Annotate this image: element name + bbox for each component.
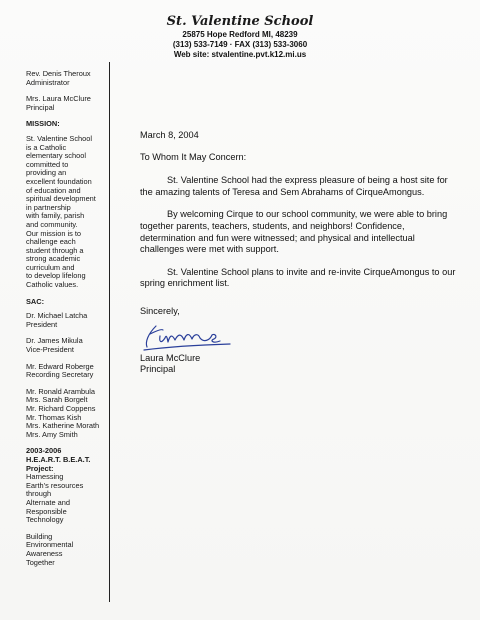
sidebar <box>26 70 108 575</box>
sac-member-name: Mr. Edward Roberge <box>26 361 94 371</box>
sac-other-name: Mr. Thomas Kish <box>26 412 82 422</box>
heart-beat-line: through <box>26 489 52 499</box>
mission-line: challenge each <box>26 237 76 247</box>
sac-member-role: Vice-President <box>26 345 74 355</box>
staff-role: Principal <box>26 102 55 112</box>
heart-beat-line: H.E.A.R.T. B.E.A.T. <box>26 454 91 464</box>
sac-others-list <box>26 388 108 440</box>
building-block <box>26 533 108 567</box>
sac-member-name: Dr. Michael Latcha <box>26 311 88 321</box>
building-line: Together <box>26 557 55 567</box>
mission-line: strong academic <box>26 254 81 264</box>
signer-title: Principal <box>140 364 176 375</box>
mission-line: with family, parish <box>26 211 85 221</box>
staff-block <box>26 95 108 112</box>
heart-beat-line: Technology <box>26 515 64 525</box>
building-line: Awareness <box>26 548 63 558</box>
staff-name: Rev. Denis Theroux <box>26 69 91 78</box>
heart-beat-line: Alternate and <box>26 497 70 507</box>
mission-line: is a Catholic <box>26 142 67 152</box>
sac-other-name: Mr. Ronald Arambula <box>26 386 96 396</box>
heart-beat-block <box>26 447 108 524</box>
letter-greeting: To Whom It May Concern: <box>140 151 247 162</box>
mission-line: in partnership <box>26 202 71 212</box>
mission-line: excellent foundation <box>26 176 92 186</box>
letter-paragraph: By welcoming Cirque to our school community, we were able to bring together parents, teachers, students, and neighbors! Confidence, determination and fun were witnessed; and physical and intellectual challenges were met with support. <box>140 209 448 255</box>
mission-line: spiritual development <box>26 194 96 204</box>
mission-block <box>26 120 108 289</box>
heart-beat-line: Harnessing <box>26 472 64 482</box>
mission-text <box>26 135 108 290</box>
school-phones: (313) 533-7149 · FAX (313) 533-3060 <box>172 40 308 49</box>
letter-body <box>140 130 460 376</box>
sac-block <box>26 298 108 440</box>
sac-other-name: Mrs. Sarah Borgelt <box>26 395 88 405</box>
heart-beat-line: Responsible <box>26 506 67 516</box>
signer-name: Laura McClure <box>140 352 201 363</box>
sac-other-name: Mrs. Amy Smith <box>26 429 78 439</box>
mission-line: committed to <box>26 159 69 169</box>
sac-member <box>26 312 108 329</box>
mission-line: Our mission is to <box>26 228 82 238</box>
school-address: 25875 Hope Redford MI, 48239 <box>182 30 298 39</box>
letter-paragraph: St. Valentine School had the express pleasure of being a host site for the amazing talents of Teresa and Sem Abrahams of CirqueAmongus. <box>140 175 448 197</box>
mission-line: Catholic values. <box>26 280 79 290</box>
mission-line: St. Valentine School <box>26 133 93 143</box>
mission-line: and community. <box>26 219 78 229</box>
sac-member-name: Dr. James Mikula <box>26 336 83 346</box>
sac-member <box>26 363 108 380</box>
sac-heading: SAC: <box>26 296 45 306</box>
letter-closing: Sincerely, <box>140 305 180 316</box>
sac-member-role: President <box>26 319 58 329</box>
sac-other-name: Mrs. Katherine Morath <box>26 421 100 431</box>
mission-heading: MISSION: <box>26 119 60 129</box>
building-line: Environmental <box>26 540 74 550</box>
heart-beat-line: Project: <box>26 463 54 473</box>
mission-line: to develop lifelong <box>26 271 86 281</box>
school-website: Web site: stvalentine.pvt.k12.mi.us <box>173 50 307 59</box>
sac-other-name: Mr. Richard Coppens <box>26 404 96 413</box>
letter-date: March 8, 2004 <box>140 130 199 140</box>
building-line: Building <box>26 531 53 541</box>
school-name: St. Valentine School <box>166 14 314 29</box>
mission-line: elementary school <box>26 151 86 161</box>
heart-beat-line: Earth's resources <box>26 480 84 490</box>
sidebar-divider <box>109 62 110 602</box>
mission-line: student through a <box>26 245 84 255</box>
staff-role: Administrator <box>26 77 70 87</box>
letter-paragraph: St. Valentine School plans to invite and re-invite CirqueAmongus to our spring enrichment list. <box>140 266 456 289</box>
signature-image <box>142 320 237 352</box>
heart-beat-line: 2003-2006 <box>26 446 62 456</box>
staff-name: Mrs. Laura McClure <box>26 94 91 104</box>
mission-line: of education and <box>26 185 81 195</box>
sac-member <box>26 337 108 354</box>
sac-member-role: Recording Secretary <box>26 370 94 380</box>
staff-block <box>26 70 108 87</box>
mission-line: curriculum and <box>26 262 75 272</box>
mission-line: providing an <box>26 168 67 178</box>
letterhead <box>120 14 360 60</box>
